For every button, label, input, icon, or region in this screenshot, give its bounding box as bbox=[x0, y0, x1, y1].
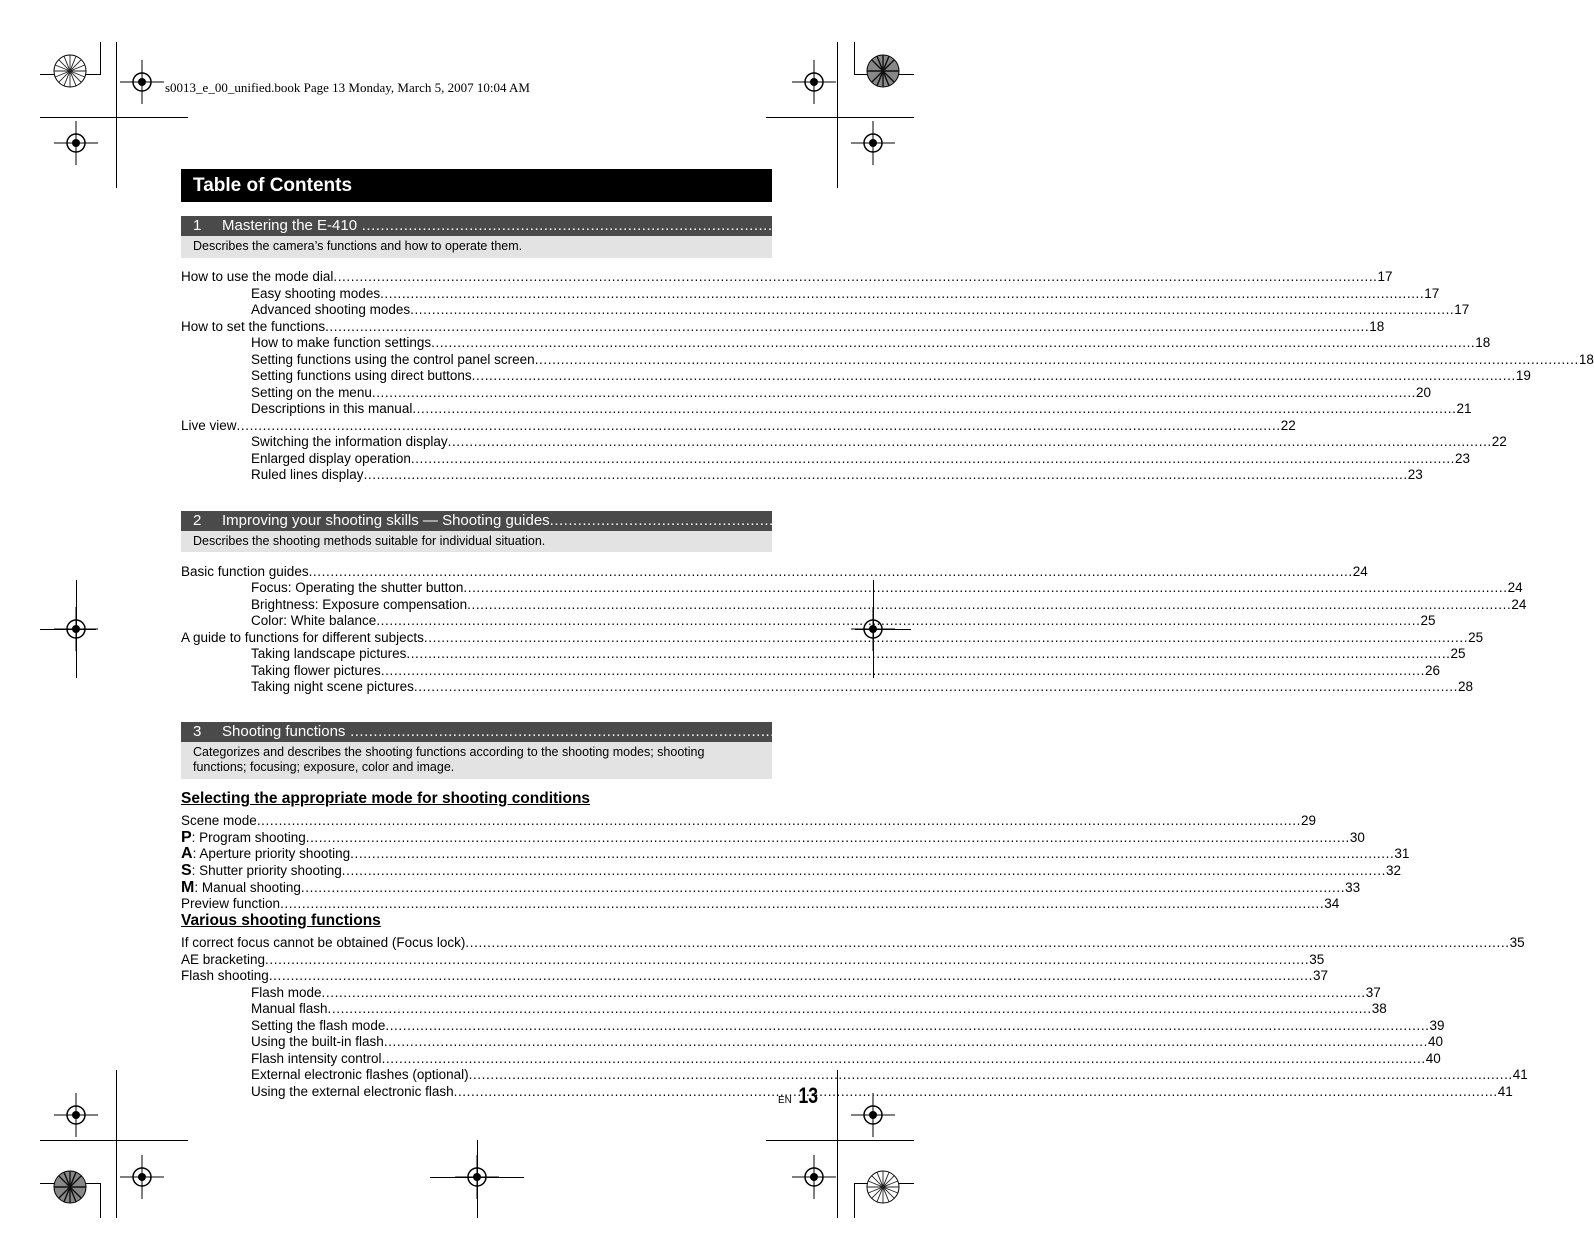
toc-entry[interactable]: Basic function guides ..... 24 bbox=[181, 564, 772, 581]
crop-mark bbox=[766, 117, 914, 118]
mode-letter-icon: S bbox=[181, 862, 192, 879]
toc-entry[interactable]: Setting the flash mode ..... 39 bbox=[251, 1018, 772, 1035]
crop-mark bbox=[766, 1140, 914, 1141]
registration-mark-icon bbox=[120, 1155, 164, 1199]
crop-mark bbox=[477, 1140, 478, 1218]
toc-entry[interactable]: Taking night scene pictures ..... 28 bbox=[251, 679, 772, 696]
section-1-bar[interactable] bbox=[181, 216, 981, 236]
crop-mark bbox=[854, 1183, 855, 1218]
section-number: 1 bbox=[193, 217, 202, 234]
registration-mark-icon bbox=[792, 60, 836, 104]
mode-letter-icon: M bbox=[181, 879, 195, 896]
section-description: Categorizes and describes the shooting functions according to the shooting modes; shooting functions; focusing; exposure, color and image. bbox=[181, 742, 772, 779]
registration-mark-icon bbox=[120, 60, 164, 104]
toc-entry[interactable]: Focus: Operating the shutter button ..... 24 bbox=[251, 580, 772, 597]
registration-mark-icon bbox=[851, 121, 895, 165]
color-wheel-icon bbox=[866, 54, 900, 88]
toc-entry[interactable]: P: Program shooting ..... 30 bbox=[181, 830, 772, 847]
language-code: EN bbox=[778, 1095, 792, 1106]
toc-entry[interactable]: Color: White balance ..... 25 bbox=[251, 613, 772, 630]
page-number bbox=[778, 1083, 821, 1109]
toc-entry[interactable]: Live view ..... 22 bbox=[181, 418, 772, 435]
crop-mark bbox=[100, 1183, 101, 1218]
crop-mark bbox=[100, 42, 101, 75]
toc-entry[interactable]: Switching the information display ..... 22 bbox=[251, 434, 772, 451]
color-wheel-icon bbox=[866, 1170, 900, 1204]
toc-entry[interactable]: Taking landscape pictures ..... 25 bbox=[251, 646, 772, 663]
crop-mark bbox=[40, 629, 96, 630]
toc-entry[interactable]: How to use the mode dial ..... 17 bbox=[181, 269, 772, 286]
color-wheel-icon bbox=[53, 1170, 87, 1204]
section-description: Describes the shooting methods suitable for individual situation. bbox=[181, 531, 772, 552]
registration-mark-icon bbox=[792, 1155, 836, 1199]
crop-mark bbox=[40, 1140, 188, 1141]
page-number-value: 13 bbox=[798, 1083, 819, 1108]
toc-entry[interactable]: Flash intensity control ..... 40 bbox=[251, 1051, 772, 1068]
toc-entry[interactable]: How to make function settings ..... 18 bbox=[251, 335, 772, 352]
toc-entry[interactable]: Easy shooting modes ..... 17 bbox=[251, 286, 772, 303]
leader-dots: ................................................................................................................................. bbox=[357, 217, 964, 234]
toc-entry[interactable]: Enlarged display operation ..... 23 bbox=[251, 451, 772, 468]
toc-entry[interactable]: External electronic flashes (optional) ..... 41 bbox=[251, 1067, 772, 1084]
toc-entry[interactable]: Ruled lines display ..... 23 bbox=[251, 467, 772, 484]
section-3-bar[interactable] bbox=[181, 722, 969, 742]
toc-entry[interactable]: AE bracketing ..... 35 bbox=[181, 952, 772, 969]
leader-dots: ................................................................................................................................. bbox=[345, 723, 953, 740]
section-page: 24 bbox=[1151, 512, 1169, 529]
crop-mark bbox=[116, 1070, 117, 1218]
toc-entry[interactable]: Taking flower pictures ..... 26 bbox=[251, 663, 772, 680]
subheading: Various shooting functions bbox=[181, 912, 381, 929]
toc-entry[interactable]: Using the built-in flash ..... 40 bbox=[251, 1034, 772, 1051]
toc-entry[interactable]: Brightness: Exposure compensation ..... 24 bbox=[251, 597, 772, 614]
page-title: Table of Contents bbox=[181, 169, 772, 202]
toc-entry[interactable]: A: Aperture priority shooting ..... 31 bbox=[181, 846, 772, 863]
crop-mark bbox=[40, 117, 188, 118]
section-title: Improving your shooting skills — Shooting guides bbox=[222, 512, 550, 529]
mode-letter-icon: P bbox=[181, 829, 192, 846]
toc-entry[interactable]: Advanced shooting modes ..... 17 bbox=[251, 302, 772, 319]
toc-entry[interactable]: If correct focus cannot be obtained (Focus lock) ..... 35 bbox=[181, 935, 772, 952]
toc-entry[interactable]: Descriptions in this manual ..... 21 bbox=[251, 401, 772, 418]
color-wheel-icon bbox=[53, 54, 87, 88]
section-page: 17 bbox=[963, 217, 981, 234]
section-number: 3 bbox=[193, 723, 202, 740]
toc-entry[interactable]: S: Shutter priority shooting ..... 32 bbox=[181, 863, 772, 880]
toc-entry[interactable]: Setting functions using direct buttons ..... 19 bbox=[251, 368, 772, 385]
toc-entry[interactable]: Setting on the menu ..... 20 bbox=[251, 385, 772, 402]
toc-entry[interactable]: A guide to functions for different subjects ..... 25 bbox=[181, 630, 772, 647]
toc-entry[interactable]: Setting functions using the control panel screen ..... 18 bbox=[251, 352, 772, 369]
toc-entry[interactable]: M: Manual shooting ..... 33 bbox=[181, 880, 772, 897]
section-page: 29 bbox=[952, 723, 969, 740]
crop-mark bbox=[837, 42, 838, 188]
section-number: 2 bbox=[193, 512, 202, 529]
toc-entry[interactable]: Using the external electronic flash ..... 41 bbox=[251, 1084, 772, 1101]
toc-entry[interactable]: Flash mode ..... 37 bbox=[251, 985, 772, 1002]
section-description: Describes the camera’s functions and how to operate them. bbox=[181, 236, 772, 258]
subheading: Selecting the appropriate mode for shooting conditions bbox=[181, 790, 591, 807]
toc-entry[interactable]: Manual flash ..... 38 bbox=[251, 1001, 772, 1018]
leader-dots: ................................................................................................................................. bbox=[549, 512, 1152, 529]
toc-entry[interactable]: How to set the functions ..... 18 bbox=[181, 319, 772, 336]
toc-entry[interactable]: Flash shooting ..... 37 bbox=[181, 968, 772, 985]
book-header-line: s0013_e_00_unified.book Page 13 Monday, March 5, 2007 10:04 AM bbox=[165, 80, 530, 95]
registration-mark-icon bbox=[54, 1093, 98, 1137]
section-title: Mastering the E-410 bbox=[222, 217, 358, 234]
crop-mark bbox=[116, 42, 117, 188]
toc-entry[interactable]: Preview function ..... 34 bbox=[181, 896, 772, 913]
section-2-bar[interactable] bbox=[181, 511, 1169, 531]
registration-mark-icon bbox=[54, 121, 98, 165]
crop-mark bbox=[854, 42, 855, 75]
toc-entry[interactable]: Scene mode ..... 29 bbox=[181, 813, 772, 830]
section-title: Shooting functions bbox=[222, 723, 346, 740]
mode-letter-icon: A bbox=[181, 845, 193, 862]
